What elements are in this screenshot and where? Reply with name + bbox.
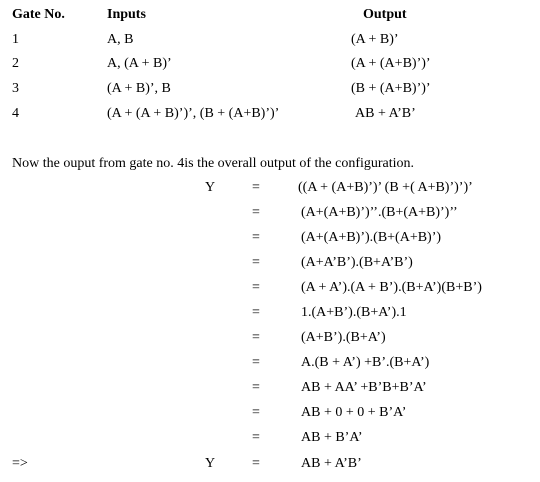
derivation-step: (A+(A+B)’).(B+(A+B)’) [301,230,442,245]
derivation-step: A.(B + A’) +B’.(B+A’) [301,355,430,370]
derivation-final-result: AB + A’B’ [301,456,362,471]
derivation-step: AB + 0 + 0 + B’A’ [301,405,407,420]
equals-sign: = [252,205,260,220]
row-3-output: (B + (A+B)’)’ [351,81,431,96]
explanation-paragraph: Now the ouput from gate no. 4is the overall output of the configuration. [12,156,415,171]
equals-sign: = [252,180,260,195]
equals-sign: = [252,280,260,295]
equals-sign: = [252,355,260,370]
row-1-gate: 1 [12,32,19,47]
derivation-step: (A+(A+B)’)’’.(B+(A+B)’)’’ [301,205,458,220]
row-2-inputs: A, (A + B)’ [107,56,172,71]
equals-sign: = [252,456,260,471]
equals-sign: = [252,230,260,245]
row-4-output: AB + A’B’ [355,106,416,121]
header-inputs: Inputs [107,7,146,22]
equals-sign: = [252,255,260,270]
row-3-gate: 3 [12,81,19,96]
header-gate-no: Gate No. [12,7,65,22]
equals-sign: = [252,430,260,445]
equals-sign: = [252,405,260,420]
row-1-output: (A + B)’ [351,32,399,47]
derivation-step: AB + B’A’ [301,430,363,445]
equals-sign: = [252,330,260,345]
implies-arrow: => [12,456,28,471]
derivation-y-label: Y [205,456,216,471]
derivation-y-label: Y [205,180,216,195]
equals-sign: = [252,305,260,320]
row-2-output: (A + (A+B)’)’ [351,56,431,71]
row-4-inputs: (A + (A + B)’)’, (B + (A+B)’)’ [107,106,280,121]
equals-sign: = [252,380,260,395]
row-1-inputs: A, B [107,32,134,47]
row-3-inputs: (A + B)’, B [107,81,171,96]
row-4-gate: 4 [12,106,19,121]
derivation-step: (A+A’B’).(B+A’B’) [301,255,413,270]
derivation-step: AB + AA’ +B’B+B’A’ [301,380,427,395]
derivation-step: (A+B’).(B+A’) [301,330,386,345]
derivation-step: ((A + (A+B)’)’ (B +( A+B)’)’)’ [298,180,473,195]
row-2-gate: 2 [12,56,19,71]
derivation-step: 1.(A+B’).(B+A’).1 [301,305,407,320]
derivation-step: (A + A’).(A + B’).(B+A’)(B+B’) [301,280,482,295]
header-output: Output [363,7,407,22]
